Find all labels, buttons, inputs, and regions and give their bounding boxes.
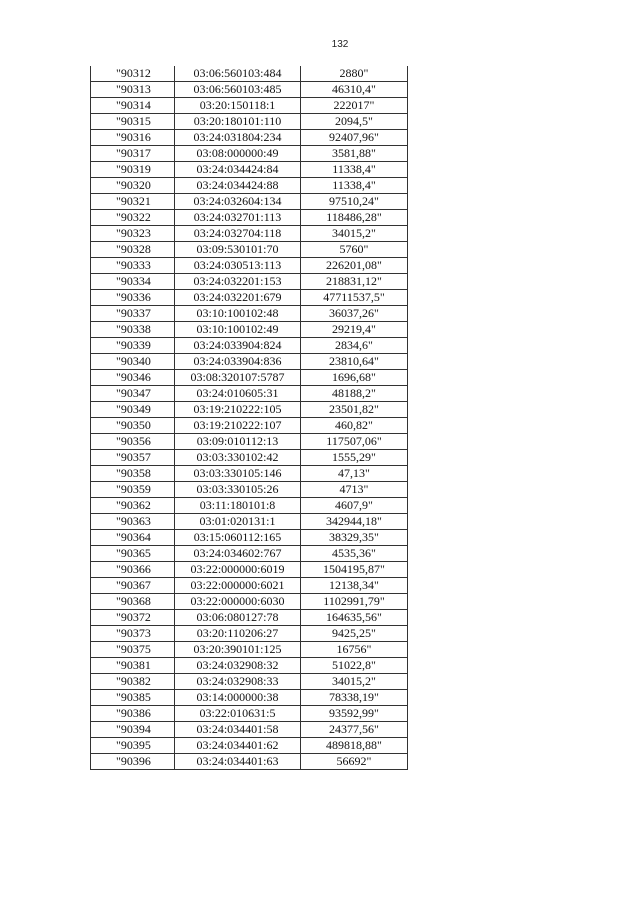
cadastral-number-cell: 03:20:110206:27	[175, 626, 301, 642]
cadastral-number-cell: 03:24:032701:113	[175, 210, 301, 226]
record-id-cell: "90385	[91, 690, 175, 706]
cadastral-number-cell: 03:24:034401:58	[175, 722, 301, 738]
cadastral-number-cell: 03:24:010605:31	[175, 386, 301, 402]
value-cell: 342944,18"	[301, 514, 408, 530]
cadastral-number-cell: 03:24:033904:836	[175, 354, 301, 370]
table-row	[91, 754, 408, 770]
value-cell: 11338,4"	[301, 162, 408, 178]
table-row	[91, 114, 408, 130]
record-id-cell: "90338	[91, 322, 175, 338]
record-id-cell: "90382	[91, 674, 175, 690]
cadastral-number-cell: 03:24:034401:62	[175, 738, 301, 754]
table-row	[91, 450, 408, 466]
table-row	[91, 578, 408, 594]
record-id-cell: "90358	[91, 466, 175, 482]
cadastral-number-cell: 03:24:034602:767	[175, 546, 301, 562]
value-cell: 226201,08"	[301, 258, 408, 274]
value-cell: 117507,06"	[301, 434, 408, 450]
table-row	[91, 498, 408, 514]
value-cell: 34015,2"	[301, 226, 408, 242]
cadastral-number-cell: 03:09:010112:13	[175, 434, 301, 450]
cadastral-number-cell: 03:20:150118:1	[175, 98, 301, 114]
record-id-cell: "90328	[91, 242, 175, 258]
record-id-cell: "90359	[91, 482, 175, 498]
cadastral-table	[90, 66, 408, 770]
table-row	[91, 82, 408, 98]
cadastral-number-cell: 03:03:330105:26	[175, 482, 301, 498]
table-row	[91, 562, 408, 578]
value-cell: 489818,88"	[301, 738, 408, 754]
value-cell: 1555,29"	[301, 450, 408, 466]
table-row	[91, 530, 408, 546]
cadastral-number-cell: 03:11:180101:8	[175, 498, 301, 514]
record-id-cell: "90347	[91, 386, 175, 402]
cadastral-number-cell: 03:24:032604:134	[175, 194, 301, 210]
value-cell: 24377,56"	[301, 722, 408, 738]
cadastral-number-cell: 03:19:210222:107	[175, 418, 301, 434]
table-row	[91, 146, 408, 162]
cadastral-number-cell: 03:19:210222:105	[175, 402, 301, 418]
cadastral-number-cell: 03:10:100102:49	[175, 322, 301, 338]
record-id-cell: "90321	[91, 194, 175, 210]
table-row	[91, 514, 408, 530]
value-cell: 47,13"	[301, 466, 408, 482]
value-cell: 218831,12"	[301, 274, 408, 290]
value-cell: 1504195,87"	[301, 562, 408, 578]
table-row	[91, 290, 408, 306]
record-id-cell: "90333	[91, 258, 175, 274]
table-body	[91, 66, 408, 770]
table-row	[91, 466, 408, 482]
value-cell: 2880"	[301, 66, 408, 82]
value-cell: 2094,5"	[301, 114, 408, 130]
record-id-cell: "90367	[91, 578, 175, 594]
table-row	[91, 674, 408, 690]
cadastral-number-cell: 03:08:000000:49	[175, 146, 301, 162]
table-row	[91, 370, 408, 386]
record-id-cell: "90316	[91, 130, 175, 146]
value-cell: 1696,68"	[301, 370, 408, 386]
table-row	[91, 66, 408, 82]
cadastral-number-cell: 03:08:320107:5787	[175, 370, 301, 386]
table-row	[91, 418, 408, 434]
value-cell: 11338,4"	[301, 178, 408, 194]
record-id-cell: "90356	[91, 434, 175, 450]
table-row	[91, 130, 408, 146]
value-cell: 23501,82"	[301, 402, 408, 418]
value-cell: 16756"	[301, 642, 408, 658]
value-cell: 97510,24"	[301, 194, 408, 210]
record-id-cell: "90336	[91, 290, 175, 306]
table-row	[91, 626, 408, 642]
table-row	[91, 226, 408, 242]
value-cell: 12138,34"	[301, 578, 408, 594]
record-id-cell: "90365	[91, 546, 175, 562]
table-row	[91, 354, 408, 370]
cadastral-number-cell: 03:03:330105:146	[175, 466, 301, 482]
table-row	[91, 162, 408, 178]
record-id-cell: "90339	[91, 338, 175, 354]
record-id-cell: "90373	[91, 626, 175, 642]
record-id-cell: "90396	[91, 754, 175, 770]
cadastral-number-cell: 03:20:180101:110	[175, 114, 301, 130]
value-cell: 92407,96"	[301, 130, 408, 146]
record-id-cell: "90319	[91, 162, 175, 178]
value-cell: 4535,36"	[301, 546, 408, 562]
value-cell: 4607,9"	[301, 498, 408, 514]
value-cell: 460,82"	[301, 418, 408, 434]
cadastral-number-cell: 03:22:010631:5	[175, 706, 301, 722]
value-cell: 47711537,5"	[301, 290, 408, 306]
cadastral-number-cell: 03:06:560103:484	[175, 66, 301, 82]
cadastral-number-cell: 03:24:032201:679	[175, 290, 301, 306]
table-row	[91, 322, 408, 338]
record-id-cell: "90313	[91, 82, 175, 98]
cadastral-number-cell: 03:10:100102:48	[175, 306, 301, 322]
cadastral-number-cell: 03:22:000000:6019	[175, 562, 301, 578]
table-row	[91, 706, 408, 722]
cadastral-number-cell: 03:24:034424:88	[175, 178, 301, 194]
table-row	[91, 98, 408, 114]
record-id-cell: "90366	[91, 562, 175, 578]
cadastral-number-cell: 03:14:000000:38	[175, 690, 301, 706]
value-cell: 51022,8"	[301, 658, 408, 674]
value-cell: 5760"	[301, 242, 408, 258]
record-id-cell: "90395	[91, 738, 175, 754]
value-cell: 78338,19"	[301, 690, 408, 706]
value-cell: 1102991,79"	[301, 594, 408, 610]
table-row	[91, 242, 408, 258]
cadastral-number-cell: 03:24:030513:113	[175, 258, 301, 274]
table-row	[91, 434, 408, 450]
record-id-cell: "90322	[91, 210, 175, 226]
value-cell: 48188,2"	[301, 386, 408, 402]
cadastral-number-cell: 03:22:000000:6030	[175, 594, 301, 610]
value-cell: 46310,4"	[301, 82, 408, 98]
table-row	[91, 386, 408, 402]
cadastral-number-cell: 03:24:032908:32	[175, 658, 301, 674]
record-id-cell: "90315	[91, 114, 175, 130]
value-cell: 3581,88"	[301, 146, 408, 162]
value-cell: 164635,56"	[301, 610, 408, 626]
table-row	[91, 642, 408, 658]
value-cell: 222017"	[301, 98, 408, 114]
record-id-cell: "90317	[91, 146, 175, 162]
value-cell: 2834,6"	[301, 338, 408, 354]
cadastral-number-cell: 03:24:032704:118	[175, 226, 301, 242]
table-row	[91, 402, 408, 418]
record-id-cell: "90323	[91, 226, 175, 242]
cadastral-number-cell: 03:09:530101:70	[175, 242, 301, 258]
value-cell: 34015,2"	[301, 674, 408, 690]
record-id-cell: "90375	[91, 642, 175, 658]
cadastral-number-cell: 03:24:032908:33	[175, 674, 301, 690]
cadastral-number-cell: 03:24:031804:234	[175, 130, 301, 146]
table-row	[91, 738, 408, 754]
value-cell: 23810,64"	[301, 354, 408, 370]
table-row	[91, 546, 408, 562]
cadastral-number-cell: 03:06:560103:485	[175, 82, 301, 98]
record-id-cell: "90346	[91, 370, 175, 386]
record-id-cell: "90337	[91, 306, 175, 322]
cadastral-number-cell: 03:24:033904:824	[175, 338, 301, 354]
record-id-cell: "90349	[91, 402, 175, 418]
table-row	[91, 338, 408, 354]
table-row	[91, 258, 408, 274]
record-id-cell: "90372	[91, 610, 175, 626]
table-row	[91, 178, 408, 194]
value-cell: 38329,35"	[301, 530, 408, 546]
table-row	[91, 482, 408, 498]
record-id-cell: "90350	[91, 418, 175, 434]
value-cell: 36037,26"	[301, 306, 408, 322]
record-id-cell: "90340	[91, 354, 175, 370]
table-row	[91, 306, 408, 322]
record-id-cell: "90394	[91, 722, 175, 738]
value-cell: 93592,99"	[301, 706, 408, 722]
value-cell: 56692"	[301, 754, 408, 770]
cadastral-number-cell: 03:24:034401:63	[175, 754, 301, 770]
cadastral-number-cell: 03:22:000000:6021	[175, 578, 301, 594]
record-id-cell: "90364	[91, 530, 175, 546]
table-row	[91, 274, 408, 290]
value-cell: 4713"	[301, 482, 408, 498]
value-cell: 9425,25"	[301, 626, 408, 642]
record-id-cell: "90363	[91, 514, 175, 530]
record-id-cell: "90314	[91, 98, 175, 114]
record-id-cell: "90334	[91, 274, 175, 290]
record-id-cell: "90362	[91, 498, 175, 514]
table-row	[91, 594, 408, 610]
record-id-cell: "90368	[91, 594, 175, 610]
cadastral-number-cell: 03:15:060112:165	[175, 530, 301, 546]
cadastral-number-cell: 03:24:032201:153	[175, 274, 301, 290]
cadastral-number-cell: 03:20:390101:125	[175, 642, 301, 658]
table-row	[91, 194, 408, 210]
record-id-cell: "90312	[91, 66, 175, 82]
cadastral-number-cell: 03:24:034424:84	[175, 162, 301, 178]
cadastral-number-cell: 03:03:330102:42	[175, 450, 301, 466]
cadastral-number-cell: 03:06:080127:78	[175, 610, 301, 626]
table-row	[91, 722, 408, 738]
value-cell: 29219,4"	[301, 322, 408, 338]
record-id-cell: "90381	[91, 658, 175, 674]
table-row	[91, 210, 408, 226]
record-id-cell: "90357	[91, 450, 175, 466]
page-number: 132	[331, 39, 349, 50]
record-id-cell: "90320	[91, 178, 175, 194]
table-row	[91, 658, 408, 674]
table-row	[91, 610, 408, 626]
table-row	[91, 690, 408, 706]
record-id-cell: "90386	[91, 706, 175, 722]
value-cell: 118486,28"	[301, 210, 408, 226]
cadastral-number-cell: 03:01:020131:1	[175, 514, 301, 530]
